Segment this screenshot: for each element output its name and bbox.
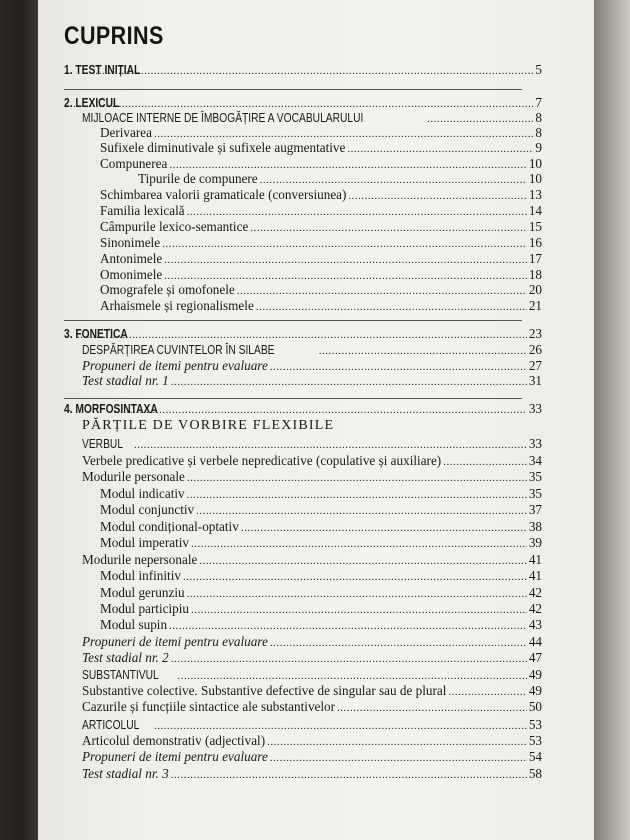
- toc-entry: [100, 219, 542, 235]
- book-spine-shadow: [0, 0, 38, 840]
- dot-leader: [154, 719, 527, 733]
- toc-entry-page: 18: [528, 267, 542, 282]
- toc-entry-label: Modurile nepersonale: [82, 552, 198, 567]
- dot-leader: [191, 537, 527, 551]
- dot-leader: [348, 189, 526, 203]
- dot-leader: [337, 701, 527, 715]
- toc-entry-label: Modul participiu: [100, 601, 190, 616]
- toc-entry: [100, 298, 542, 314]
- toc-entry-label: 4. MORFOSINTAXA: [64, 402, 158, 416]
- toc-entry-page: 39: [528, 535, 542, 550]
- toc-entry: [82, 683, 542, 699]
- toc-entry-page: 53: [528, 733, 542, 748]
- toc-entry-page: 23: [528, 326, 542, 341]
- toc-entry-label: VERBUL: [82, 437, 124, 451]
- toc-entry-page: 47: [528, 650, 542, 665]
- toc-entry-label: Omonimele: [100, 267, 163, 282]
- toc-entry-label: Modul infinitiv: [100, 568, 181, 583]
- toc-entry-label: 2. LEXICUL: [64, 96, 120, 110]
- dot-leader: [134, 438, 527, 452]
- dot-leader: [183, 570, 527, 584]
- dot-leader: [187, 488, 527, 502]
- dot-leader: [154, 127, 533, 141]
- toc-entry-label: Modul condițional-optativ: [100, 519, 239, 534]
- toc-entry-page: 5: [535, 62, 542, 77]
- toc-entry: [82, 453, 542, 469]
- toc-entry: [82, 418, 542, 434]
- dot-leader: [187, 205, 527, 219]
- toc-entry-page: 53: [528, 717, 542, 732]
- toc-entry-page: 13: [528, 187, 542, 202]
- toc-entry-page: 16: [528, 235, 542, 250]
- dot-leader: [256, 300, 527, 314]
- toc-entry: [82, 342, 542, 358]
- dot-leader: [171, 768, 527, 782]
- toc-entry-label: Câmpurile lexico-semantice: [100, 219, 249, 234]
- toc-entry-page: 21: [528, 298, 542, 313]
- toc-entry-label: SUBSTANTIVUL: [82, 668, 159, 682]
- dot-leader: [169, 619, 527, 633]
- toc-entry-label: Sufixele diminutivale și sufixele augmentative: [100, 140, 346, 155]
- toc-entry-page: 54: [528, 749, 542, 764]
- toc-entry-page: 14: [528, 203, 542, 218]
- dot-leader: [196, 504, 527, 518]
- toc-entry-label: Modurile personale: [82, 469, 185, 484]
- toc-entry-page: 17: [528, 251, 542, 266]
- dot-leader: [191, 603, 527, 617]
- table-of-contents: [38, 0, 594, 840]
- toc-entry-label: Sinonimele: [100, 235, 161, 250]
- dot-leader: [319, 344, 527, 358]
- dot-leader: [169, 158, 526, 172]
- toc-entry-page: 20: [528, 282, 542, 297]
- dot-leader: [270, 360, 527, 374]
- toc-entry-label: Test stadial nr. 1: [82, 373, 169, 388]
- toc-entry: [82, 110, 542, 126]
- toc-entry-page: 41: [528, 568, 542, 583]
- toc-entry: [82, 634, 542, 650]
- dot-leader: [113, 403, 526, 417]
- toc-entry-label: Tipurile de compunere: [138, 171, 258, 186]
- toc-entry-page: 31: [528, 373, 542, 388]
- toc-entry-page: 26: [528, 342, 542, 357]
- dot-leader: [267, 735, 527, 749]
- toc-entry: [100, 535, 542, 551]
- toc-entry: [82, 733, 542, 749]
- toc-entry: [64, 95, 542, 111]
- dot-leader: [443, 455, 527, 469]
- toc-entry-label: Modul supin: [100, 617, 168, 632]
- toc-entry: [100, 125, 542, 141]
- toc-entry-label: 1. TEST INIȚIAL: [64, 63, 141, 77]
- dot-leader: [260, 173, 527, 187]
- toc-entry-page: 33: [528, 436, 542, 451]
- toc-entry-label: Propuneri de itemi pentru evaluare: [82, 358, 268, 373]
- dot-leader: [162, 237, 527, 251]
- dot-leader: [164, 269, 527, 283]
- toc-entry-label: Omografele și omofonele: [100, 282, 235, 297]
- toc-entry-label: Test stadial nr. 3: [82, 766, 169, 781]
- dot-leader: [66, 97, 533, 111]
- toc-entry-label: DESPĂRȚIREA CUVINTELOR ÎN SILABE: [82, 343, 275, 357]
- toc-entry: [138, 171, 542, 187]
- toc-entry: [82, 766, 542, 782]
- dot-leader: [250, 221, 527, 235]
- toc-entry: [82, 749, 542, 765]
- toc-entry: [82, 436, 542, 452]
- toc-entry-label: PĂRȚILE DE VORBIRE FLEXIBILE: [82, 418, 335, 433]
- toc-entry: [100, 519, 542, 535]
- toc-entry: [100, 282, 542, 298]
- toc-entry-page: 34: [528, 453, 542, 468]
- toc-entry-label: Cazurile și funcțiile sintactice ale substantivelor: [82, 699, 336, 714]
- toc-entry-label: Derivarea: [100, 125, 152, 140]
- toc-entry-label: Modul imperativ: [100, 535, 190, 550]
- toc-entry: [64, 326, 542, 342]
- toc-entry-label: Verbele predicative și verbele nepredicative (copulative și auxiliare): [82, 453, 442, 468]
- dot-leader: [164, 253, 527, 267]
- toc-entry-label: Antonimele: [100, 251, 163, 266]
- toc-entry: [100, 140, 542, 156]
- toc-entry-page: 15: [528, 219, 542, 234]
- toc-entry-label: 3. FONETICA: [64, 327, 128, 341]
- toc-entry: [82, 699, 542, 715]
- toc-entry: [100, 267, 542, 283]
- toc-entry-page: 42: [528, 585, 542, 600]
- dot-leader: [347, 142, 533, 156]
- toc-entry: [100, 156, 542, 172]
- dot-leader: [270, 751, 527, 765]
- toc-entry: [100, 187, 542, 203]
- toc-entry-page: 10: [528, 171, 542, 186]
- toc-entry: [82, 650, 542, 666]
- dot-leader: [241, 521, 527, 535]
- toc-entry-label: Modul gerunziu: [100, 585, 185, 600]
- toc-entry: [100, 251, 542, 267]
- toc-entry: [64, 62, 542, 78]
- toc-entry-label: Articolul demonstrativ (adjectival): [82, 733, 266, 748]
- toc-entry: [82, 552, 542, 568]
- dot-leader: [178, 669, 527, 683]
- page-title: CUPRINS: [64, 22, 164, 50]
- dot-leader: [171, 652, 527, 666]
- toc-entry-label: Substantive colective. Substantive defective de singular sau de plural: [82, 683, 447, 698]
- toc-entry: [82, 717, 542, 733]
- toc-entry: [82, 667, 542, 683]
- toc-entry-label: Arhaismele și regionalismele: [100, 298, 254, 313]
- dot-leader: [448, 685, 526, 699]
- toc-entry-page: 50: [528, 699, 542, 714]
- toc-entry: [100, 568, 542, 584]
- toc-entry: [82, 373, 542, 389]
- dot-leader: [237, 284, 527, 298]
- dot-leader: [77, 328, 527, 342]
- toc-entry-page: 41: [528, 552, 542, 567]
- toc-entry-label: Compunerea: [100, 156, 168, 171]
- dot-leader: [92, 64, 533, 78]
- dot-leader: [427, 112, 533, 126]
- toc-entry-label: Familia lexicală: [100, 203, 185, 218]
- toc-entry-page: 8: [535, 110, 542, 125]
- toc-entry-page: 38: [528, 519, 542, 534]
- dot-leader: [187, 587, 527, 601]
- toc-entry: [100, 235, 542, 251]
- toc-entry: [64, 401, 542, 417]
- toc-entry-page: 35: [528, 486, 542, 501]
- toc-entry-page: 33: [528, 401, 542, 416]
- toc-entry-page: 27: [528, 358, 542, 373]
- toc-entry-page: 8: [535, 125, 542, 140]
- toc-entry-label: Test stadial nr. 2: [82, 650, 169, 665]
- toc-entry-label: ARTICOLUL: [82, 718, 140, 732]
- toc-entry: [100, 203, 542, 219]
- toc-entry: [100, 601, 542, 617]
- toc-page: [38, 0, 594, 840]
- dot-leader: [199, 554, 526, 568]
- toc-entry-page: 43: [528, 617, 542, 632]
- toc-entry: [100, 502, 542, 518]
- toc-entry-page: 49: [528, 667, 542, 682]
- toc-entry: [100, 585, 542, 601]
- dot-leader: [187, 471, 527, 485]
- toc-entry-label: Propuneri de itemi pentru evaluare: [82, 634, 268, 649]
- toc-entry: [82, 358, 542, 374]
- toc-entry-page: 10: [528, 156, 542, 171]
- page-edge-right: [592, 0, 630, 840]
- dot-leader: [171, 375, 527, 389]
- toc-entry-page: 49: [528, 683, 542, 698]
- toc-entry-page: 58: [528, 766, 542, 781]
- toc-entry-page: 9: [535, 140, 542, 155]
- toc-entry-page: 35: [528, 469, 542, 484]
- toc-entry-label: Modul conjunctiv: [100, 502, 195, 517]
- dot-leader: [270, 636, 527, 650]
- toc-entry-page: 42: [528, 601, 542, 616]
- toc-entry-label: Schimbarea valorii gramaticale (conversiunea): [100, 187, 347, 202]
- toc-entry-page: 44: [528, 634, 542, 649]
- toc-entry-page: 7: [535, 95, 542, 110]
- toc-entry: [100, 617, 542, 633]
- toc-entry: [82, 469, 542, 485]
- toc-entry: [100, 486, 542, 502]
- toc-entry-label: MIJLOACE INTERNE DE ÎMBOGĂȚIRE A VOCABULARULUI: [82, 111, 364, 125]
- toc-entry-page: 37: [528, 502, 542, 517]
- toc-entry-label: Propuneri de itemi pentru evaluare: [82, 749, 268, 764]
- toc-entry-label: Modul indicativ: [100, 486, 185, 501]
